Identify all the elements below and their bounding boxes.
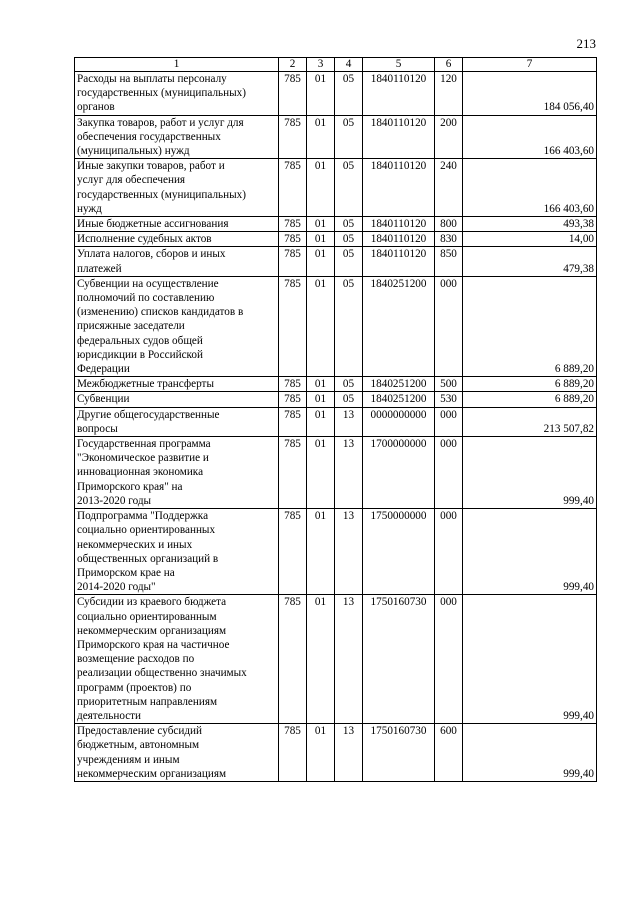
table-row <box>75 595 597 724</box>
code-cell: 785 <box>279 392 307 407</box>
description-cell: Иные закупки товаров, работ и услуг для обеспечения государственных (муниципальных) нужд <box>75 159 279 217</box>
section-cell: 01 <box>307 407 335 436</box>
section-cell: 01 <box>307 232 335 247</box>
amount-cell: 166 403,60 <box>463 159 597 217</box>
target-article-cell: 1840251200 <box>363 392 435 407</box>
target-article-cell: 1750000000 <box>363 509 435 595</box>
amount-cell: 184 056,40 <box>463 72 597 116</box>
expense-type-cell: 000 <box>435 407 463 436</box>
target-article-cell: 1750160730 <box>363 595 435 724</box>
expense-type-cell: 000 <box>435 276 463 376</box>
description-cell: Межбюджетные трансферты <box>75 377 279 392</box>
code-cell: 785 <box>279 595 307 724</box>
column-header: 1 <box>75 58 279 72</box>
amount-cell: 6 889,20 <box>463 392 597 407</box>
column-header: 5 <box>363 58 435 72</box>
subsection-cell: 13 <box>335 437 363 509</box>
expense-type-cell: 830 <box>435 232 463 247</box>
amount-cell: 479,38 <box>463 247 597 276</box>
code-cell: 785 <box>279 377 307 392</box>
description-cell: Расходы на выплаты персоналу государственных (муниципальных) органов <box>75 72 279 116</box>
description-cell: Предоставление субсидий бюджетным, автономным учреждениям и иным некоммерческим организациям <box>75 724 279 782</box>
subsection-cell: 13 <box>335 407 363 436</box>
table-row <box>75 72 597 116</box>
subsection-cell: 05 <box>335 392 363 407</box>
section-cell: 01 <box>307 377 335 392</box>
table-row <box>75 159 597 217</box>
description-cell: Субсидии из краевого бюджета социально ориентированным некоммерческим организациям Приморского края на частичное возмещение расходов по реализации общественно значимых программ (проектов) по приоритетным направлениям деятельности <box>75 595 279 724</box>
subsection-cell: 05 <box>335 276 363 376</box>
table-row <box>75 437 597 509</box>
code-cell: 785 <box>279 159 307 217</box>
amount-cell: 999,40 <box>463 509 597 595</box>
expense-type-cell: 240 <box>435 159 463 217</box>
expense-type-cell: 000 <box>435 595 463 724</box>
amount-cell: 166 403,60 <box>463 115 597 159</box>
table-row <box>75 407 597 436</box>
description-cell: Подпрограмма "Поддержка социально ориентированных некоммерческих и иных общественных организаций в Приморском крае на 2014-2020 годы" <box>75 509 279 595</box>
table-row <box>75 276 597 376</box>
section-cell: 01 <box>307 724 335 782</box>
amount-cell: 999,40 <box>463 595 597 724</box>
amount-cell: 999,40 <box>463 437 597 509</box>
code-cell: 785 <box>279 72 307 116</box>
section-cell: 01 <box>307 159 335 217</box>
target-article-cell: 1750160730 <box>363 724 435 782</box>
subsection-cell: 05 <box>335 247 363 276</box>
expense-type-cell: 500 <box>435 377 463 392</box>
code-cell: 785 <box>279 407 307 436</box>
amount-cell: 14,00 <box>463 232 597 247</box>
description-cell: Субвенции на осуществление полномочий по составлению (изменению) списков кандидатов в присяжные заседатели федеральных судов общей юрисдикции в Российской Федерации <box>75 276 279 376</box>
target-article-cell: 1840110120 <box>363 232 435 247</box>
target-article-cell: 1700000000 <box>363 437 435 509</box>
table-row <box>75 724 597 782</box>
code-cell: 785 <box>279 724 307 782</box>
description-cell: Исполнение судебных актов <box>75 232 279 247</box>
section-cell: 01 <box>307 247 335 276</box>
amount-cell: 999,40 <box>463 724 597 782</box>
section-cell: 01 <box>307 217 335 232</box>
expense-type-cell: 530 <box>435 392 463 407</box>
table-row <box>75 509 597 595</box>
section-cell: 01 <box>307 595 335 724</box>
target-article-cell: 1840110120 <box>363 159 435 217</box>
code-cell: 785 <box>279 247 307 276</box>
target-article-cell: 1840251200 <box>363 377 435 392</box>
section-cell: 01 <box>307 276 335 376</box>
target-article-cell: 0000000000 <box>363 407 435 436</box>
table-row <box>75 392 597 407</box>
description-cell: Иные бюджетные ассигнования <box>75 217 279 232</box>
subsection-cell: 05 <box>335 232 363 247</box>
table-row <box>75 247 597 276</box>
section-cell: 01 <box>307 72 335 116</box>
subsection-cell: 05 <box>335 217 363 232</box>
column-header: 6 <box>435 58 463 72</box>
table-row <box>75 377 597 392</box>
budget-table <box>74 57 597 782</box>
description-cell: Другие общегосударственные вопросы <box>75 407 279 436</box>
subsection-cell: 05 <box>335 159 363 217</box>
amount-cell: 213 507,82 <box>463 407 597 436</box>
target-article-cell: 1840110120 <box>363 72 435 116</box>
description-cell: Государственная программа "Экономическое развитие и инновационная экономика Приморского края" на 2013-2020 годы <box>75 437 279 509</box>
expense-type-cell: 200 <box>435 115 463 159</box>
subsection-cell: 13 <box>335 509 363 595</box>
target-article-cell: 1840110120 <box>363 247 435 276</box>
expense-type-cell: 120 <box>435 72 463 116</box>
amount-cell: 6 889,20 <box>463 276 597 376</box>
target-article-cell: 1840110120 <box>363 217 435 232</box>
code-cell: 785 <box>279 276 307 376</box>
table-row <box>75 232 597 247</box>
expense-type-cell: 850 <box>435 247 463 276</box>
expense-type-cell: 000 <box>435 437 463 509</box>
section-cell: 01 <box>307 115 335 159</box>
code-cell: 785 <box>279 115 307 159</box>
table-header-row <box>75 58 597 72</box>
column-header: 3 <box>307 58 335 72</box>
table-row <box>75 115 597 159</box>
code-cell: 785 <box>279 437 307 509</box>
description-cell: Закупка товаров, работ и услуг для обеспечения государственных (муниципальных) нужд <box>75 115 279 159</box>
column-header: 4 <box>335 58 363 72</box>
expense-type-cell: 000 <box>435 509 463 595</box>
subsection-cell: 05 <box>335 72 363 116</box>
column-header: 7 <box>463 58 597 72</box>
expense-type-cell: 800 <box>435 217 463 232</box>
table-row <box>75 217 597 232</box>
description-cell: Уплата налогов, сборов и иных платежей <box>75 247 279 276</box>
subsection-cell: 05 <box>335 377 363 392</box>
code-cell: 785 <box>279 217 307 232</box>
amount-cell: 6 889,20 <box>463 377 597 392</box>
subsection-cell: 13 <box>335 724 363 782</box>
column-header: 2 <box>279 58 307 72</box>
code-cell: 785 <box>279 509 307 595</box>
code-cell: 785 <box>279 232 307 247</box>
target-article-cell: 1840251200 <box>363 276 435 376</box>
subsection-cell: 13 <box>335 595 363 724</box>
section-cell: 01 <box>307 509 335 595</box>
section-cell: 01 <box>307 437 335 509</box>
description-cell: Субвенции <box>75 392 279 407</box>
subsection-cell: 05 <box>335 115 363 159</box>
page-number: 213 <box>576 36 596 51</box>
target-article-cell: 1840110120 <box>363 115 435 159</box>
section-cell: 01 <box>307 392 335 407</box>
amount-cell: 493,38 <box>463 217 597 232</box>
expense-type-cell: 600 <box>435 724 463 782</box>
